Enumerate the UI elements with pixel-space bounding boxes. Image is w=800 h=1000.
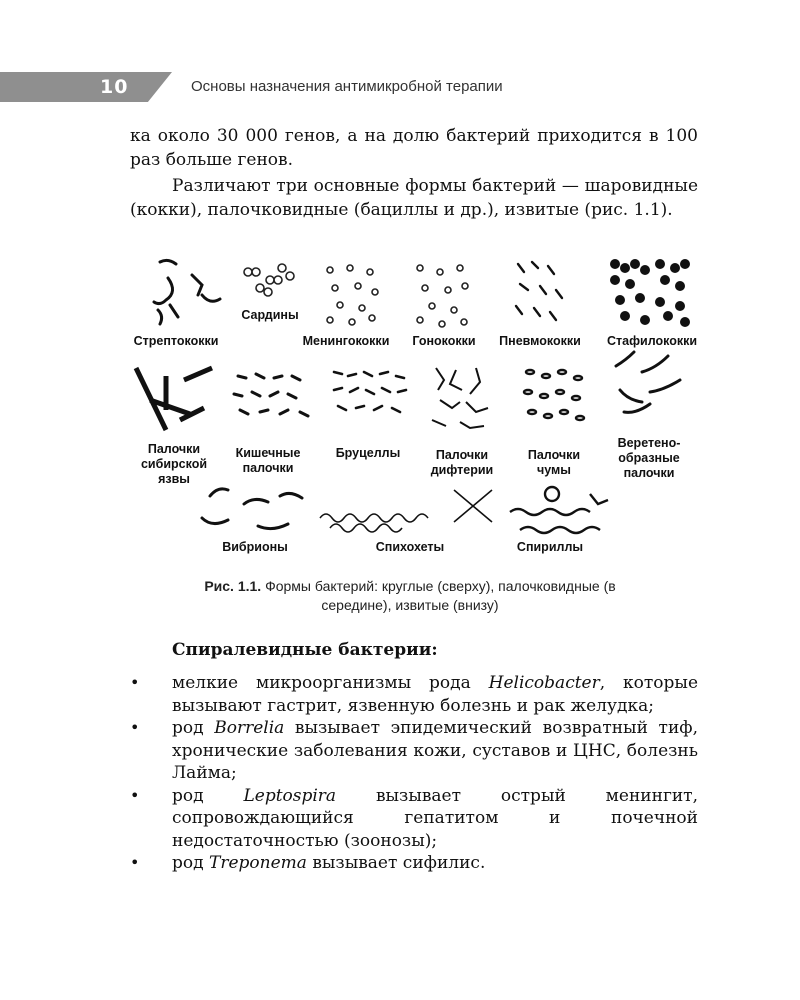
label-fusiform-line-1: Веретено- bbox=[617, 436, 681, 450]
label-spirilla: Спириллы bbox=[516, 540, 584, 554]
list-item-genus: Treponema bbox=[209, 853, 307, 873]
label-anthrax-line-1: Палочки bbox=[147, 442, 201, 456]
list-item bbox=[130, 785, 698, 853]
label-ecoli-line-2: палочки bbox=[242, 461, 294, 475]
page-header bbox=[0, 72, 800, 104]
spirochete-drawing bbox=[320, 490, 492, 532]
bacteria-illustration bbox=[120, 250, 710, 580]
list-item-pre: род bbox=[172, 853, 209, 873]
vibrio-drawing bbox=[202, 489, 302, 529]
section-heading bbox=[172, 640, 438, 660]
label-ecoli-line-1: Кишечные bbox=[235, 446, 301, 460]
label-spirochete: Спихохеты bbox=[375, 540, 445, 554]
list-item bbox=[130, 717, 698, 785]
label-staphylococci: Стафилококки bbox=[606, 334, 698, 348]
bullet: • bbox=[130, 718, 140, 737]
figure-caption bbox=[200, 577, 620, 615]
spirilla-drawing bbox=[510, 487, 608, 533]
caption-label: Рис. 1.1. bbox=[204, 578, 262, 594]
list-item bbox=[130, 672, 698, 717]
label-plague-line-2: чумы bbox=[537, 463, 571, 477]
diphtheria-drawing bbox=[432, 368, 488, 428]
label-fusiform bbox=[604, 436, 694, 481]
label-streptococci: Стрептококки bbox=[133, 334, 219, 348]
section-heading-text: Спиралевидные бактерии bbox=[172, 640, 432, 660]
label-anthrax bbox=[132, 442, 216, 487]
list-item bbox=[130, 852, 698, 875]
label-brucella: Бруцеллы bbox=[335, 446, 401, 460]
pneumococci-drawing bbox=[516, 262, 562, 320]
body-paragraph-2: Различают три основные формы бактерий — шаровидные (кокки), палочковидные (бациллы и др.), извитые (рис. 1.1). bbox=[130, 176, 698, 220]
list-item-post: вызывает эпидемический возвратный тиф, хронические заболевания кожи, суставов и ЦНС, болезнь Лайма; bbox=[172, 718, 698, 783]
plague-drawing bbox=[524, 370, 584, 420]
list-item-post: вызывает острый менингит, сопровождающийся гепатитом и почечной недостаточностью (зоонозы); bbox=[172, 785, 698, 851]
label-anthrax-line-3: язвы bbox=[158, 472, 190, 486]
ecoli-drawing bbox=[234, 374, 308, 416]
fusiform-drawing bbox=[616, 352, 680, 412]
anthrax-drawing bbox=[136, 368, 212, 430]
sarcina-drawing bbox=[244, 264, 294, 296]
spiral-bacteria-list bbox=[130, 672, 698, 875]
bacteria-figure bbox=[120, 250, 710, 580]
bullet: • bbox=[130, 785, 140, 805]
meningococci-drawing bbox=[327, 265, 378, 325]
label-ecoli bbox=[226, 446, 310, 476]
label-gonococci: Гонококки bbox=[412, 334, 476, 348]
page-number-tab bbox=[0, 72, 172, 102]
label-plague-line-1: Палочки bbox=[527, 448, 581, 462]
caption-text: Формы бактерий: круглые (сверху), палочковидные (в середине), извитые (внизу) bbox=[265, 578, 616, 613]
section-heading-colon: : bbox=[431, 640, 438, 660]
label-diphtheria bbox=[420, 448, 504, 478]
bullet: • bbox=[130, 853, 140, 872]
list-item-pre: род bbox=[172, 718, 215, 738]
label-fusiform-line-3: палочки bbox=[623, 466, 675, 480]
page-number: 10 bbox=[100, 76, 129, 98]
list-item-pre: мелкие микроорганизмы рода bbox=[172, 673, 489, 693]
label-meningococci: Менингококки bbox=[302, 334, 390, 348]
list-item-genus: Borrelia bbox=[214, 718, 285, 738]
label-fusiform-line-2: образные bbox=[618, 451, 680, 465]
list-item-post: вызывает сифилис. bbox=[306, 853, 486, 873]
label-diphtheria-line-2: дифтерии bbox=[430, 463, 494, 477]
label-diphtheria-line-1: Палочки bbox=[435, 448, 489, 462]
brucella-drawing bbox=[334, 372, 406, 412]
label-plague bbox=[512, 448, 596, 478]
running-title: Основы назначения антимикробной терапии bbox=[191, 78, 503, 95]
streptococci-drawing bbox=[154, 260, 220, 324]
list-item-genus: Helicobacter bbox=[488, 673, 600, 693]
label-anthrax-line-2: сибирской bbox=[140, 457, 208, 471]
gonococci-drawing bbox=[417, 265, 468, 327]
label-pneumococci: Пневмококки bbox=[499, 334, 581, 348]
list-item-post: , которые вызывают гастрит, язвенную болезнь и рак желудка; bbox=[172, 673, 699, 716]
staphylococci-drawing bbox=[610, 259, 690, 327]
list-item-genus: Leptospira bbox=[243, 785, 337, 806]
body-paragraph-1: ка около 30 000 генов, а на долю бактерий приходится в 100 раз больше генов. bbox=[130, 126, 698, 170]
label-sarcina: Сардины bbox=[241, 308, 299, 322]
label-vibrio: Вибрионы bbox=[222, 540, 288, 554]
list-item-pre: род bbox=[172, 785, 244, 806]
bullet: • bbox=[130, 673, 140, 692]
